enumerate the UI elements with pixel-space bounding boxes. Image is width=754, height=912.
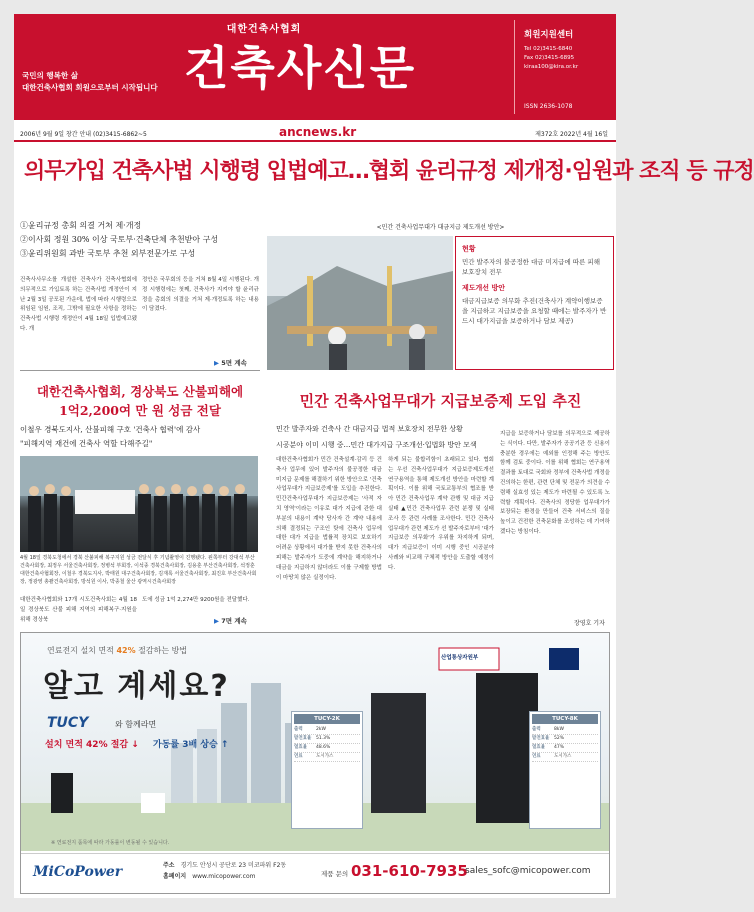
- spec-row: 열효율 48.6%: [294, 744, 360, 753]
- donation-subhead-1: 이철우 경북도지사, 산불피해 구호 '건축사 협력'에 감사: [20, 425, 201, 434]
- member-center-contact: Tel 02)3415-6840 Fax 02)3415-6895 kiraa100@kira.or.kr: [524, 46, 579, 70]
- info-bar: [14, 124, 616, 142]
- group-photo-illustration: [20, 456, 258, 552]
- spec-row: 연료 도시가스: [294, 753, 360, 762]
- lead-subheads: [20, 219, 260, 261]
- lead-subhead: ①윤리규정 총회 의결 거쳐 제·개정: [20, 221, 142, 230]
- main-headline[interactable]: 의무가입 건축사법 시행령 입법예고…협회 윤리규정 제개정·임원과 조직 등 규정: [24, 159, 754, 184]
- ad-phone[interactable]: 031-610-7935: [351, 862, 468, 880]
- card-panel: [455, 236, 614, 370]
- spec-row: 열효율 47%: [532, 744, 598, 753]
- micopower-ad[interactable]: [20, 632, 610, 894]
- lead-subhead: ③윤리위원회 과반 국토부 추천 외부전문가로 구성: [20, 249, 196, 258]
- card-caption: <민간 건축사업무대가 대금지급 제도개선 방안>: [376, 224, 505, 231]
- donation-title[interactable]: 대한건축사협회, 경상북도 산불피해에 1억2,200여 만 원 성금 전달: [36, 384, 244, 418]
- construction-photo: [267, 236, 453, 370]
- feature-body-col3: 지급을 보증하거나 담보를 의무적으로 제공하는 식이다. 다만, 발주자가 공공기관 등 신용이 충분한 경우에는 예외를 인정해 주는 방안도 함께 검토 중이다. 이를 위해 협회는 연구용역 결과를 토대로 국회와 정부에 건축사법 개정을 건의하는 한편, 관련 단체 및 전문가 의견을 수렴해 실효성 있는 제도가 마련될 수 있도록 노력할 계획이다. 건축사의 정당한 업무대가가 보장되는 환경을 만들어 건축 서비스의 질을 높이고 건전한 건축문화를 조성하는 데 기여하겠다는 방침이다.: [500, 431, 610, 535]
- plan-label: 제도개선 방안: [462, 284, 506, 292]
- spec-row: 발전효율 51.3%: [294, 735, 360, 744]
- lead-body-col1: 건축사사무소를 개설한 건축사가 건축사협회에 의무적으로 가입토록 하는 건축사법 개정안이 지난 2월 3일 공포된 가운데, 법에 따라 시행령으로 위임된 임원, 조직, 그밖에 필요한 사항을 정하는 건축사법 시행령 개정안이 4월 18일 입법예고됐다. 개: [20, 277, 137, 332]
- spec-title: TUCY-8K: [532, 714, 598, 724]
- founding-info: 2006년 9월 9일 창간 안내 (02)3415-6862~5: [20, 131, 147, 138]
- donation-body-left: 대한건축사협회와 17개 시도건축사회는 4월 18일 경상북도 산불 피해 지역의 피해복구·지원을 위해 경상북: [20, 597, 137, 623]
- ad-contact-bar: [21, 853, 609, 893]
- ad-homepage-link[interactable]: www.micopower.com: [192, 873, 256, 880]
- divider: [20, 370, 260, 371]
- ad-email-link[interactable]: sales_sofc@micopower.com: [465, 866, 591, 876]
- spec-row: 발전효율 52%: [532, 735, 598, 744]
- spec-row: 출력 8kW: [532, 726, 598, 735]
- donation-photo: [20, 456, 258, 552]
- feature-body-col1: 대한건축사협회가 민간 건축설계·감리 등 건축사 업무에 있어 발주자의 불공정한 대금 미지급 문제를 해결하기 위한 방안으로 '건축사업무대가 지급보증제'를 도입을 추진한다. 민간건축사업무대가 지급보증제는 '사적 자치 영역'이라는 이유로 대가 지급에 관한 대부분의 내용이 계약 당사자 간 계약 내용에 의해 결정되는 구조인 탓에 건축사 업무에 대한 대가 지급을 법률적 장치로 보호하기 어려운 상황에서 대가를 받지 못한 건축사의 피해는 발주자가 도중에 계약을 해지하거나 대금을 지급하지 않더라도 이를 구제할 방법이 마땅치 않은 실정이다.: [276, 457, 382, 581]
- policy-card: [267, 222, 614, 372]
- masthead-slogan: 국민의 행복한 삶 대한건축사협회 회원으로부터 시작됩니다: [22, 71, 158, 92]
- feature-subhead-1: 민간 발주자와 건축사 간 대금지급 법적 보호장치 전무한 상황: [276, 425, 463, 433]
- ad-address: 경기도 안성시 공단로 23 미코파워 F2동: [180, 862, 287, 869]
- lead-continue-link[interactable]: ▶ 5면 계속: [214, 359, 247, 367]
- benefit-uptime: 가동률 3배 상승 ↑: [153, 740, 229, 750]
- ad-headline: 알고 계세요?: [43, 669, 230, 704]
- ad-address-block: 주소 경기도 안성시 공단로 23 미코파워 F2동 홈페이지 www.micopower.com: [163, 862, 287, 880]
- lead-subhead: ②이사회 정원 30% 이상 국토부·건축단체 추천받아 구성: [20, 235, 219, 244]
- issue-info: 제372호 2022년 4월 16일: [535, 131, 608, 138]
- spec-title: TUCY-2K: [294, 714, 360, 724]
- donation-subhead-2: "피해지역 재건에 건축사 역할 다해주길": [20, 439, 153, 448]
- site-url-link[interactable]: ancnews.kr: [279, 125, 357, 139]
- current-text: 민간 발주자의 불공정한 대금 미지급에 따른 피해 보호장치 전무: [462, 258, 600, 276]
- feature-byline: 장영호 기자: [574, 620, 605, 627]
- feature-subhead-2: 시공분야 이미 시행 중…민간 대가지급 구조개선·입법화 방안 모색: [276, 441, 477, 449]
- spec-table-2k: [291, 711, 363, 829]
- current-label: 현황: [462, 245, 476, 253]
- issn: ISSN 2636-1078: [524, 103, 573, 110]
- tucy-logo: TUCY: [47, 715, 89, 731]
- ad-kicker: 연료전지 설치 면적 42% 절감하는 방법: [47, 646, 188, 655]
- benefit-area: 설치 면적 42% 절감 ↓: [45, 740, 139, 750]
- feature-body-col2: 하게 되는 불합리함이 초래되고 있다. 협회는 우선 건축사업무대가 지급보증제도개선 연구용역을 통해 제도개선 방안을 마련할 계획이다. 이를 위해 국토교통부의 협조를 받아 민간 건축사업무 계약 관행 및 대금 지급 실태 ▲민간 건축사업무 관련 분쟁 및 실태 조사 등 관련 사례를 조사한다. 민간 건축사업무대가 관련 제도가 선 발주자로부터 '대가 지급보증 의무화'가 우위를 차지하게 되며, 대가 지급보증이 이미 시행 중인 시공분야 사례와 비교해 구체적 방안을 도출할 예정이다.: [388, 457, 494, 571]
- lead-body-col2: 정안은 국무회의 등을 거쳐 8월 4일 시행된다. 개정 시행령에는 첫째, 건축사가 지켜야 할 윤리규정을 총회의 의결을 거쳐 제·개정토록 하는 내용이 담겼다.: [142, 277, 259, 313]
- masthead: [14, 14, 616, 120]
- micopower-logo[interactable]: MiCoPower: [33, 864, 123, 880]
- donation-continue-link[interactable]: ▶ 7면 계속: [214, 617, 247, 625]
- donation-body-right: 도에 성금 1억 2,274만 9200원을 전달했다.: [142, 597, 250, 603]
- spec-row: 출력 2kW: [294, 726, 360, 735]
- spec-table-8k: [529, 711, 601, 829]
- plan-text: 대금지급보증 의무화 추진(건축사가 계약이행보증을 지급하고 지급보증을 요청할 때에는 발주자가 반드시 대가지급을 보증하거나 담보 제공): [462, 297, 607, 325]
- association-name: 대한건축사협회: [226, 24, 302, 35]
- phone-label: 제품 문의: [321, 870, 349, 878]
- spec-row: 연료 도시가스: [532, 753, 598, 762]
- ministry-badge: 산업통상자원부: [441, 655, 479, 661]
- newspaper-page: [14, 14, 754, 898]
- masthead-divider: [514, 20, 515, 114]
- member-center-title: 회원지원센터: [524, 30, 574, 40]
- contact-email-link[interactable]: kiraa100@kira.or.kr: [524, 64, 579, 70]
- ad-with-text: 와 함께라면: [115, 720, 157, 729]
- donation-photo-caption: 4월 18일 경북도청에서 경북 산불피해 복구지원 성금 전달식 후 기념촬영이 진행됐다. 왼쪽부터 강대석 부산건축사회장, 최정우 서울건축사회장, 정병석 부회장, 이석종 경북건축사회장, 김용훈 부산건축사회장, 석정훈 대한건축사협회장, 이철우 경북도지사, 박태원 대구건축사회장, 김재록 서울건축사회장, 최진호 부산건축사회장, 정광영 총괄건축사회장, 방석원 이사, 박종철 울산 광역시건축사회장: [20, 555, 257, 585]
- construction-illustration: [267, 236, 453, 370]
- ad-footnote: ※ 연료전지 품목에 따라 가동률이 변동될 수 있습니다.: [51, 840, 170, 846]
- newspaper-logo[interactable]: 건축사신문: [184, 41, 417, 95]
- feature-title[interactable]: 민간 건축사업무대가 지급보증제 도입 추진: [299, 392, 582, 410]
